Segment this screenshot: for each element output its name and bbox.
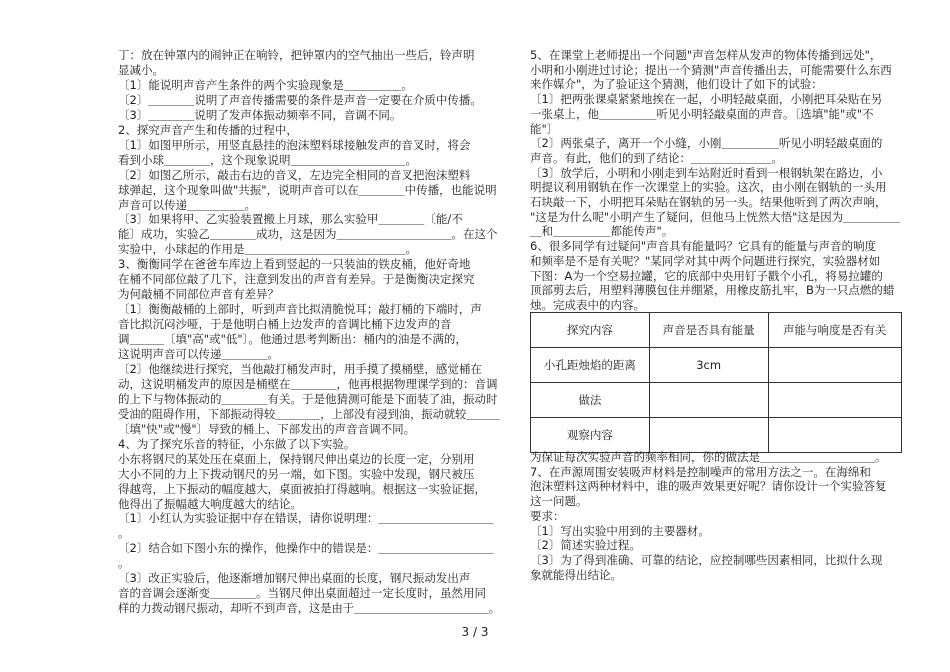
text-line: 要求： <box>530 508 565 523</box>
text-line: 〔2〕简述实验过程。 <box>530 538 641 553</box>
text-line: 受油的阻碍作用，下部振动得较＿＿＿＿，上部没有浸到油，振动就较＿＿＿ <box>118 406 500 421</box>
experiment-table <box>530 312 902 453</box>
text-line: 能〕成功，实验乙＿＿＿＿成功，这是因为＿＿＿＿＿＿＿＿＿＿。在这个 <box>118 227 498 242</box>
text-line: 为保证每次实验声音的频率相同，你的做法是＿＿＿＿＿＿＿＿＿＿。 <box>530 450 887 464</box>
text-line: "这是为什么呢"小明产生了疑问，但他马上恍然大悟"这是因为＿＿＿＿＿ <box>530 209 901 224</box>
text-line: 这说明声音可以传递＿＿＿＿。 <box>118 347 279 361</box>
text-line: 〔3〕如果将甲、乙实验装置搬上月球，那么实验甲＿＿＿＿〔能/不 <box>118 212 463 227</box>
text-line: 〔1〕小红认为实验证据中存在错误，请你说明理：＿＿＿＿＿＿＿＿＿＿ <box>118 511 494 526</box>
text-line: 〔2〕＿＿＿＿说明了声音传播需要的条件是声音一定要在介质中传播。 <box>118 92 482 107</box>
text-line: 〔3〕改正实验后，他逐渐增加钢尺伸出桌面的长度，钢尺振动发出声 <box>118 571 471 586</box>
text-line: 小明和小刚进过讨论；提出一个猜测"声音传播出去，可能需要什么东西 <box>530 62 892 77</box>
text-line: 小东将钢尺的某处压在桌面上，保持钢尺伸出桌边的长度一定，分别用 <box>118 451 475 466</box>
text-line: 象就能得出结论。 <box>530 567 622 582</box>
text-line: 〔填"快"或"慢"〕导致的桶上、下部发出的声音音调不同。 <box>118 421 416 436</box>
table-cell <box>649 383 768 418</box>
text-line: 泡沫塑料这两种材料中，谁的吸声效果更好呢？请你设计一个实验答复 <box>530 479 887 494</box>
table-cell <box>649 418 768 453</box>
text-line: 和频率是不是有关呢？"某同学对其中两个问题进行探究，实验器材如 <box>530 253 881 268</box>
table-cell: 观察内容 <box>531 418 650 453</box>
text-line: 。 <box>118 526 130 541</box>
text-line: 大小不同的力上下拨动钢尺的另一端，如下图。实验中发现，钢尺被压 <box>118 466 475 481</box>
text-line: 得越弯，上下振动的幅度越大，桌面被拍打得越响。根据这一实验证据， <box>118 481 486 496</box>
text-line: 在桶不同部位敲了几下，注意到发出的声音有差异。于是衡衡决定探究 <box>118 272 475 287</box>
text-line: 顶部剪去后，用塑料薄膜包住并绷紧，用橡皮筋扎牢，B为一只点燃的蜡 <box>530 283 895 298</box>
table-row <box>531 348 902 383</box>
text-line: 一张桌上，他＿＿＿＿＿听见小明轻敲桌面的声音。〔选填"能"或"不 <box>530 106 874 121</box>
text-line: 看到小球＿＿＿＿，这个现象说明＿＿＿＿＿＿＿＿＿＿。 <box>118 152 417 167</box>
table-header-row <box>531 313 902 348</box>
text-line: 音比拟沉闷沙哑，于是他明白桶上边发声的音调比桶下边发声的音 <box>118 317 452 332</box>
text-line: 声音可以传递＿＿＿＿＿。 <box>118 197 256 212</box>
text-line: 〔1〕如图甲所示，用竖直悬挂的泡沫塑料球接触发声的音叉时，将会 <box>118 137 471 152</box>
table-cell: 探究内容 <box>531 313 650 348</box>
text-line: 〔1〕写出实验中用到的主要器材。 <box>530 523 710 538</box>
table-cell: 3cm <box>649 348 768 383</box>
text-line: 〔3〕放学后，小明和小刚走到车站附近时看到一根钢轨架在路边，小 <box>530 165 883 180</box>
text-line: 这一问题。 <box>530 494 588 509</box>
text-line: 烛。完成表中的内容。 <box>530 297 645 312</box>
page-number: 3 / 3 <box>461 625 489 639</box>
text-line: 。 <box>118 556 130 571</box>
text-line: 明提议利用钢轨在作一次课堂上的实验。这次，由小刚在钢轨的一头用 <box>530 180 887 195</box>
text-line: 动，这说明桶发声的原因是桶壁在＿＿＿＿，他再根据物理课学到的：音调 <box>118 376 498 391</box>
text-line: 7、在声源周围安装吸声材料是控制噪声的常用方法之一。在海绵和 <box>530 464 871 479</box>
text-line: 为何敲桶不同部位声音有差异？ <box>118 287 279 302</box>
text-line: 实验中，小球起的作用是＿＿＿＿＿＿＿＿＿＿＿＿＿＿。 <box>118 242 417 257</box>
text-line: 〔2〕如图乙所示，敲击右边的音叉，左边完全相同的音叉把泡沫塑料 <box>118 167 471 182</box>
text-line: 石块敲一下，小明把耳朵贴在钢轨的另一头。结果他听到了两次声响， <box>530 195 887 209</box>
text-line: 3、衡衡同学在爸爸车库边上看到竖起的一只装油的铁皮桶，他好奇地 <box>118 257 471 272</box>
text-line: 能"〕 <box>530 121 559 136</box>
text-line: 6、很多同学有过疑问"声音具有能量吗？它具有的能量与声音的响度 <box>530 239 877 254</box>
text-line: 下图：A为一个空易拉罐，它的底部中央用钉子戳个小孔，将易拉罐的 <box>530 268 883 283</box>
text-line: 的上下与物体振动的＿＿＿＿有关。于是他猜测可能是下面装了油，振动时 <box>118 391 498 406</box>
text-line: ＿和＿＿＿＿＿都能传声"。 <box>530 224 674 239</box>
text-line: 〔1〕衡衡敲桶的上部时，听到声音比拟清脆悦耳；敲打桶的下端时，声 <box>118 302 482 317</box>
text-line: 来作媒介"，为了验证这个猜测，他们设计了如下的试验： <box>530 77 823 92</box>
text-line: 声音。有此，他们的到了结论：＿＿＿＿＿＿＿。 <box>530 150 783 165</box>
text-line: 〔3〕为了得到准确、可靠的结论，应控制哪些因素相同，比拟什么现 <box>530 552 883 567</box>
text-line: 显减小。 <box>118 62 164 77</box>
text-line: 样的力拨动钢尺振动，却听不到声音，这是由于＿＿＿＿＿＿＿＿＿＿＿＿。 <box>118 601 500 616</box>
text-line: 〔1〕能说明声音产生条件的两个实验现象是＿＿＿＿＿。 <box>118 77 413 92</box>
table-row <box>531 383 902 418</box>
text-line: 球弹起，这个现象叫做"共振"，说明声音可以在＿＿＿＿中传播，也能说明 <box>118 182 497 197</box>
text-line: 〔2〕结合如下图小东的操作，他操作中的错误是：＿＿＿＿＿＿＿＿＿＿ <box>118 541 494 556</box>
table-cell <box>768 418 901 453</box>
text-line: 4、为了探究乐音的特征，小东做了以下实验。 <box>118 436 356 451</box>
text-line: 〔1〕把两张课桌紧紧地挨在一起，小明轻敲桌面，小刚把耳朵贴在另 <box>530 92 883 107</box>
text-line: 调＿＿＿〔填"高"或"低"〕。他通过思考判断出：桶内的油是不满的， <box>118 332 467 347</box>
table-cell: 做法 <box>531 383 650 418</box>
text-line: 〔2〕他继续进行探究，当他敲打桶发声时，用手摸了摸桶壁，感觉桶在 <box>118 361 482 376</box>
table-cell <box>768 383 901 418</box>
text-line: 5、在课堂上老师提出一个问题"声音怎样从发声的物体传播到远处"， <box>530 48 882 62</box>
table-cell: 小孔距烛焰的距离 <box>531 348 650 383</box>
table-cell: 声音是否具有能量 <box>649 313 768 348</box>
text-line: 丁：放在钟罩内的闹钟正在响铃，把钟罩内的空气抽出一些后，铃声明 <box>118 48 475 62</box>
text-line: 他得出了振幅越大响度越大的结论。 <box>118 496 302 511</box>
table-cell <box>768 348 901 383</box>
table-row <box>531 418 902 453</box>
text-line: 2、探究声音产生和传播的过程中， <box>118 122 298 137</box>
text-line: 〔3〕＿＿＿＿说明了发声体振动频率不同，音调不同。 <box>118 107 402 122</box>
text-line: 音的音调会逐渐变＿＿＿＿。当钢尺伸出桌面超过一定长度时，虽然用同 <box>118 586 486 601</box>
text-line: 〔2〕两张桌子，离开一个小缝，小刚＿＿＿＿＿听见小明轻敲桌面的 <box>530 136 883 151</box>
table-cell: 声能与响度是否有关 <box>768 313 901 348</box>
